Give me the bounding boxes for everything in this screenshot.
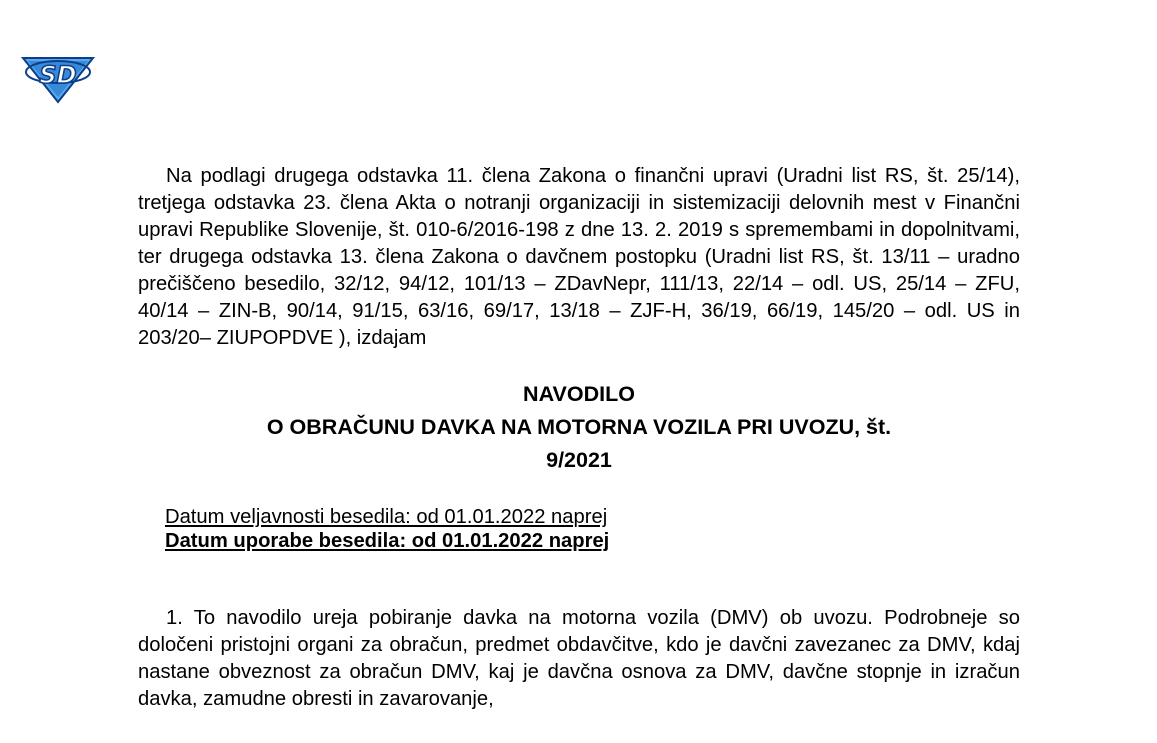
application-date: Datum uporabe besedila: od 01.01.2022 naprej [165,530,610,552]
title-line-3: 9/2021 [546,448,612,472]
title-line-1: NAVODILO [523,382,635,406]
document-body [138,163,1020,713]
fu-shield-logo-icon [20,50,96,104]
date-block [138,505,1020,553]
intro-paragraph: Na podlagi drugega odstavka 11. člena Zakona o finančni upravi (Uradni list RS, št. 25/14), tretjega odstavka 23. člena Akta o notranji organizaciji in sistemizaciji delovnih mest v Finančni upravi Republike Slovenije, št. 010-6/2016-198 z dne 13. 2. 2019 s spremembami in dopolnitvami, ter drugega odstavka 13. člena Zakona o davčnem postopku (Uradni list RS, št. 13/11 – uradno prečiščeno besedilo, 32/12, 94/12, 101/13 – ZDavNepr, 111/13, 22/14 – odl. US, 25/14 – ZFU, 40/14 – ZIN-B, 90/14, 91/15, 63/16, 69/17, 13/18 – ZJF-H, 36/19, 66/19, 145/20 – odl. US in 203/20– ZIUPOPDVE ), izdajam [138,165,1020,349]
validity-date: Datum veljavnosti besedila: od 01.01.2022 naprej [165,506,608,528]
title-line-2: O OBRAČUNU DAVKA NA MOTORNA VOZILA PRI UVOZU, št. [266,415,892,439]
section-1-paragraph: 1. To navodilo ureja pobiranje davka na motorna vozila (DMV) ob uvozu. Podrobneje so določeni pristojni organi za obračun, predmet obdavčitve, kdo je davčni zavezanec za DMV, kdaj nastane obveznost za obračun DMV, kaj je davčna osnova za DMV, davčne stopnje in izračun davka, zamudne obresti in zavarovanje, [138,607,1020,710]
document-title [138,378,1020,477]
svg-text:SD: SD [39,61,77,89]
